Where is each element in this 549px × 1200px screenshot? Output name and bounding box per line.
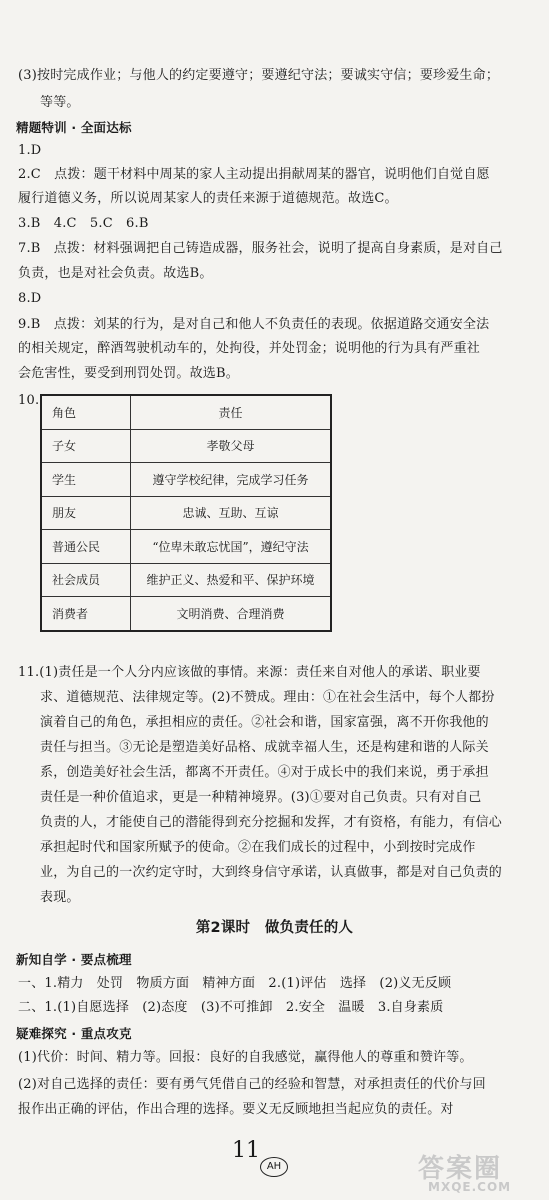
table-cell-role: 学生: [41, 463, 131, 497]
answer-2-line2: 履行道德义务，所以说周某家人的责任来源于道德规范。故选C。: [18, 191, 398, 206]
page-number: 11: [232, 1138, 260, 1163]
answer-11-line: 责任与担当。③无论是塑造美好品格、成就幸福人生，还是构建和谐的人际关: [40, 740, 489, 755]
section-title-self-study: 新知自学 · 要点梳理: [16, 952, 132, 967]
section-title-explore: 疑难探究 · 重点攻克: [16, 1026, 132, 1041]
answer-11-line: 业，为自己的一次约定守时，大到终身信守承诺，认真做事，都是对自己负责的: [40, 865, 503, 880]
table-row: [41, 563, 331, 597]
table-header-role: 角色: [41, 395, 131, 429]
answer-9-line3: 会危害性，要受到刑罚处罚。故选B。: [18, 366, 239, 381]
table-row: [41, 463, 331, 497]
responsibility-table: [40, 394, 332, 632]
self-study-line: 一、1.精力 处罚 物质方面 精神方面 2.(1)评估 选择 (2)义无反顾: [18, 976, 452, 991]
answer-9-line1: 9.B 点拨：刘某的行为，是对自己和他人不负责任的表现。依据道路交通安全法: [18, 317, 490, 332]
self-study-line: 二、1.(1)自愿选择 (2)态度 (3)不可推卸 2.安全 温暖 3.自身素质: [18, 1000, 444, 1015]
table-header-row: [41, 395, 331, 429]
answer-2-line1: 2.C 点拨：题干材料中周某的家人主动提出捐献周某的器官，说明他们自觉自愿: [18, 167, 490, 182]
answer-11-line: 求、道德规范、法律规定等。(2)不赞成。理由：①在社会生活中，每个人都扮: [40, 690, 495, 705]
answer-11-line: 表现。: [40, 890, 80, 905]
table-cell-duty: 维护正义、热爱和平、保护环境: [131, 563, 332, 597]
explore-line: 报作出正确的评估，作出合理的选择。要义无反顾地担当起应负的责任。对: [18, 1102, 454, 1117]
table-cell-duty: 忠诚、互助、互谅: [131, 496, 332, 530]
answer-11-line: 演着自己的角色，承担相应的责任。②社会和谐，国家富强，离不开你我他的: [40, 715, 489, 730]
lesson-title: 第2课时 做负责任的人: [195, 920, 354, 936]
answer-11-line: 责任是一种价值追求，更是一种精神境界。(3)①要对自己负责。只有对自己: [40, 790, 482, 805]
answer-7-line2: 负责，也是对社会负责。故选B。: [18, 266, 213, 281]
table-cell-role: 消费者: [41, 597, 131, 631]
table-row: [41, 496, 331, 530]
watermark-url: MXQE.COM: [428, 1180, 512, 1194]
section-title-practice: 精题特训 · 全面达标: [16, 120, 132, 135]
explore-line: (1)代价：时间、精力等。回报：良好的自我感觉，赢得他人的尊重和赞许等。: [18, 1050, 473, 1065]
table-row: [41, 597, 331, 631]
answer-11-line: 承担起时代和国家所赋予的使命。②在我们成长的过程中，小到按时完成作: [40, 840, 476, 855]
answer-7-line1: 7.B 点拨：材料强调把自己铸造成器，服务社会，说明了提高自身素质，是对自己: [18, 241, 503, 256]
table-row: [41, 429, 331, 463]
table-cell-duty: “位卑未敢忘忧国”，遵纪守法: [131, 530, 332, 564]
answer-11-line: 11.(1)责任是一个人分内应该做的事情。来源：责任来自对他人的承诺、职业要: [18, 665, 481, 680]
publisher-badge: AH: [260, 1157, 288, 1177]
answer-11-line: 负责的人，才能使自己的潜能得到充分挖掘和发挥，才有资格，有能力，有信心: [40, 815, 503, 830]
lesson-title-wrap: [0, 920, 549, 937]
table-header-duty: 责任: [131, 395, 332, 429]
explore-line: (2)对自己选择的责任：要有勇气凭借自己的经验和智慧，对承担责任的代价与回: [18, 1077, 486, 1092]
watermark-logo: 答案圈: [418, 1154, 503, 1184]
table-cell-duty: 文明消费、合理消费: [131, 597, 332, 631]
table-cell-duty: 遵守学校纪律，完成学习任务: [131, 463, 332, 497]
answer-3-6: 3.B 4.C 5.C 6.B: [18, 216, 149, 231]
para-3-line2: 等等。: [40, 95, 80, 110]
table-row: [41, 530, 331, 564]
answer-11-line: 系，创造美好社会生活，都离不开责任。④对于成长中的我们来说，勇于承担: [40, 765, 489, 780]
answer-9-line2: 的相关规定，醉酒驾驶机动车的，处拘役，并处罚金；说明他的行为具有严重社: [18, 341, 481, 356]
table-cell-role: 朋友: [41, 496, 131, 530]
para-3-line1: (3)按时完成作业；与他人的约定要遵守；要遵纪守法；要诚实守信；要珍爱生命；: [18, 68, 500, 83]
table-cell-duty: 孝敬父母: [131, 429, 332, 463]
answer-1: 1.D: [18, 143, 42, 158]
table-cell-role: 子女: [41, 429, 131, 463]
table-cell-role: 社会成员: [41, 563, 131, 597]
answer-8: 8.D: [18, 291, 42, 306]
table-cell-role: 普通公民: [41, 530, 131, 564]
answer-10-label: 10.: [18, 393, 40, 408]
